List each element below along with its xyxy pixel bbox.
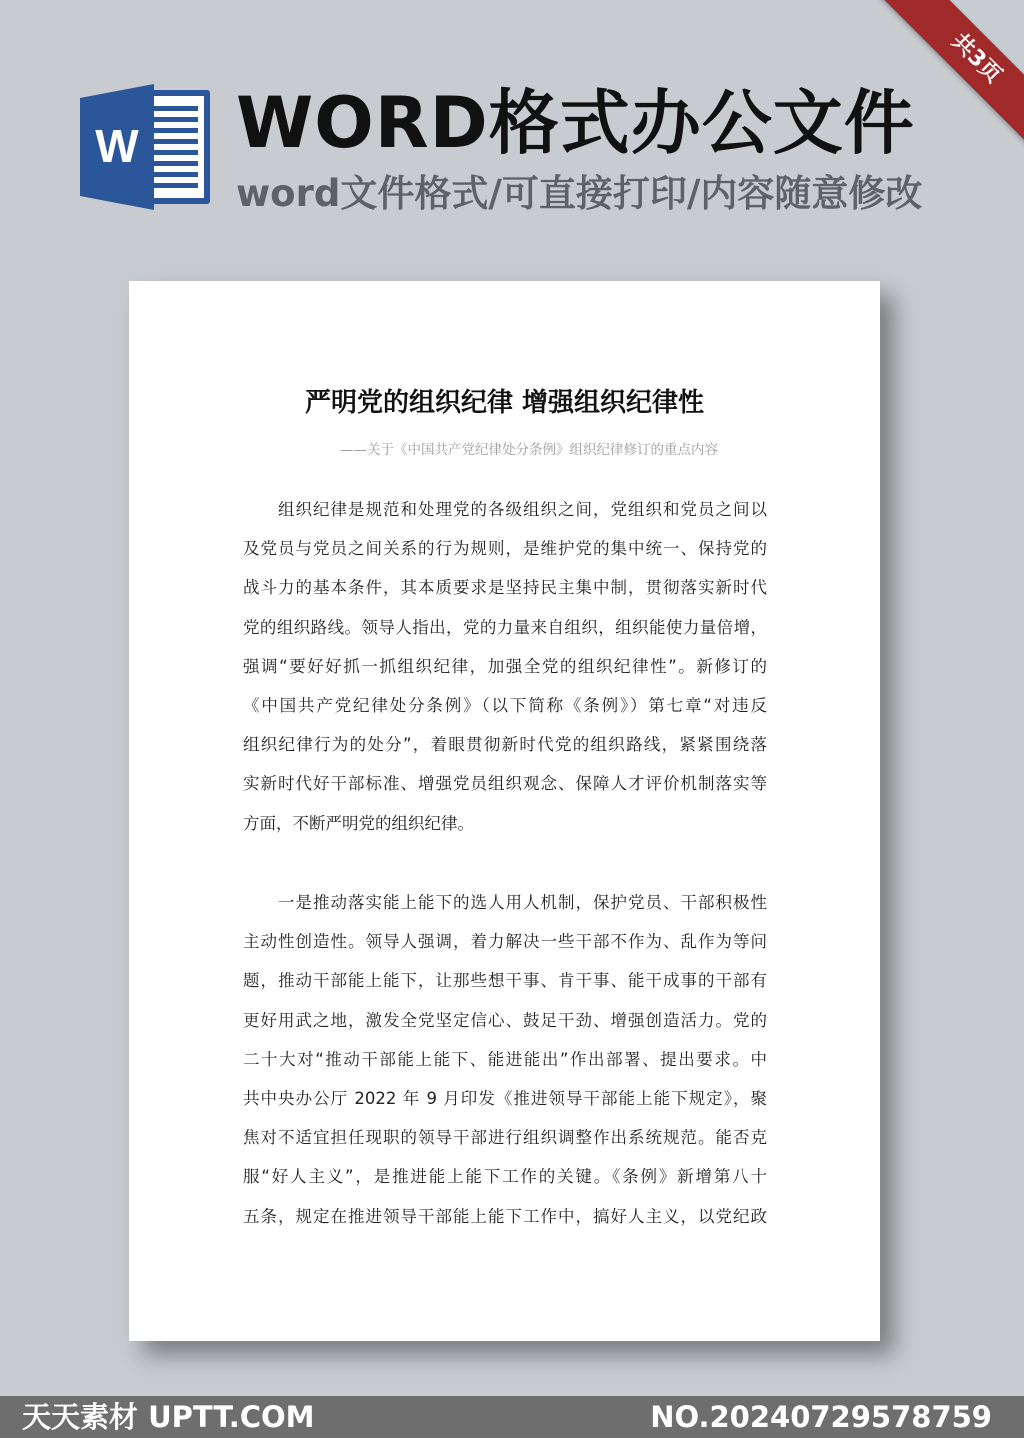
text-line: 服“好人主义”，是推进能上能下工作的关键。《条例》新增第八十: [243, 1167, 767, 1187]
text-line: 更好用武之地，激发全党坚定信心、鼓足干劲、增强创造活力。党的: [243, 1010, 767, 1030]
header-title: WORD格式办公文件: [236, 82, 915, 164]
word-document-icon: [80, 84, 212, 210]
document-title: 严明党的组织纪律 增强组织纪律性: [304, 388, 705, 418]
text-line: 五条，规定在推进领导干部能上能下工作中，搞好人主义，以党纪政: [243, 1206, 767, 1226]
logo-letter: W: [95, 120, 139, 172]
text-line: 共中央办公厅 2022 年 9 月印发《推进领导干部能上能下规定》，聚: [243, 1089, 767, 1109]
footer-number: NO.20240729578759: [650, 1400, 992, 1434]
paragraph-2: [243, 883, 767, 1236]
document-page: [129, 281, 880, 1341]
footer-bar: [0, 1396, 1024, 1438]
text-line: 及党员与党员之间关系的行为规则，是维护党的集中统一、保持党的: [243, 539, 767, 559]
word-logo: [80, 84, 212, 210]
ribbon-label: 共3页: [946, 28, 1007, 89]
text-line: 组织纪律行为的处分”，着眼贯彻新时代党的组织路线，紧紧围绕落: [243, 735, 767, 755]
document-subtitle: ——关于《中国共产党纪律处分条例》组织纪律修订的重点内容: [340, 442, 718, 458]
text-line: 题，推动干部能上能下，让那些想干事、肯干事、能干成事的干部有: [243, 971, 767, 991]
text-line: 二十大对“推动干部能上能下、能进能出”作出部署、提出要求。中: [243, 1049, 767, 1069]
text-line: 主动性创造性。领导人强调，着力解决一些干部不作为、乱作为等问: [243, 932, 767, 952]
page-count-ribbon: [874, 0, 1024, 150]
text-line: 强调“要好好抓一抓组织纪律，加强全党的组织纪律性”。新修订的: [243, 656, 767, 676]
footer-site: 天天素材 UPTT.COM: [22, 1400, 315, 1434]
ribbon-band: [882, 0, 1024, 150]
text-line: 组织纪律是规范和处理党的各级组织之间，党组织和党员之间以: [243, 500, 767, 519]
header-subtitle: word文件格式/可直接打印/内容随意修改: [236, 172, 923, 215]
text-line: 实新时代好干部标准、增强党员组织观念、保障人才评价机制落实等: [243, 774, 767, 794]
text-line: 党的组织路线。领导人指出，党的力量来自组织，组织能使力量倍增，: [243, 617, 767, 637]
paragraph-1: [243, 490, 767, 843]
text-line: 焦对不适宜担任现职的领导干部进行组织调整作出系统规范。能否克: [243, 1128, 767, 1148]
text-line: 《中国共产党纪律处分条例》（以下简称《条例》）第七章“对违反: [243, 696, 767, 716]
text-line: 战斗力的基本条件，其本质要求是坚持民主集中制，贯彻落实新时代: [243, 578, 767, 598]
text-line: 方面，不断严明党的组织纪律。: [243, 813, 474, 833]
text-line: 一是推动落实能上能下的选人用人机制，保护党员、干部积极性: [243, 893, 767, 912]
